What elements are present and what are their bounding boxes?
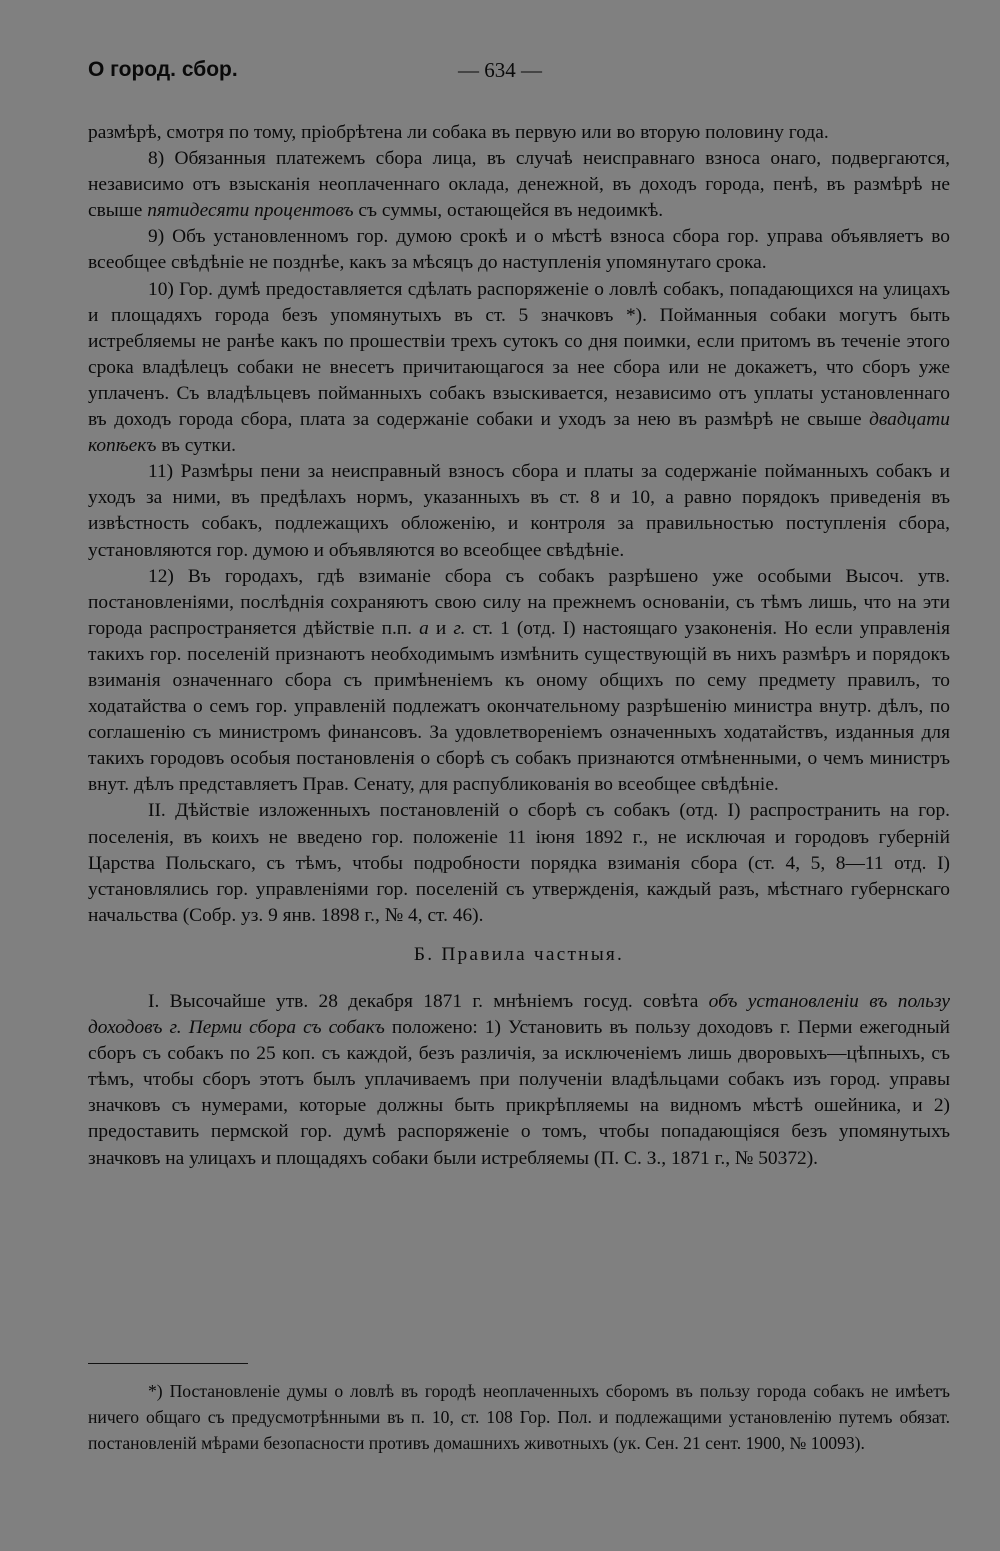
paragraph-I-emphasis: объ установленіи въ пользу доходовъ г. Перми сбора съ собакъ [88, 991, 950, 1039]
body-text [88, 120, 950, 1172]
page-header [88, 58, 950, 92]
paragraph-12-text-c: ст. 1 (отд. I) настоящаго узаконенія. Но если управленія такихъ гор. поселеній признаютъ необходимымъ измѣнить существующій въ нихъ размѣръ и порядокъ взиманія означеннаго сбора съ примѣненіемъ къ оному общихъ по сему предмету правилъ, то ходатайства о семъ гор. управленій подлежатъ окончательному разрѣшенію министра внутр. дѣлъ, по соглашенію съ министромъ финансовъ. За удовлетвореніемъ означенныхъ ходатайствъ, изданныя для такихъ городовъ особыя постановленія о сборѣ съ собакъ признаются отмѣненными, о чемъ министръ внут. дѣлъ представляетъ Прав. Сенату, для распубликованія во всеобщее свѣдѣніе. [88, 617, 951, 796]
paragraph-I-text-b: положено: 1) Установить въ пользу доходовъ г. Перми ежегодный сборъ съ собакъ по 25 коп. съ каждой, безъ различія, за исключеніемъ лишь дворовыхъ—цѣпныхъ, съ тѣмъ, чтобы сборъ этотъ былъ уплачиваемъ при полученіи владѣльцами собакъ изъ город. управы значковъ съ нумерами, которые должны быть прикрѣпляемы на видномъ мѣстѣ ошейника, и 2) предоставить пермской гор. думѣ распоряженіе о томъ, чтобы попадающіяся безъ упомянутыхъ значковъ на улицахъ и площадяхъ собаки были истребляемы (П. С. З., 1871 г., № 50372). [88, 1017, 950, 1169]
paragraph-12-emphasis-a: а [419, 617, 429, 639]
running-head: О город. сбор. [88, 58, 238, 81]
paragraph-10-text-a: 10) Гор. думѣ предоставляется сдѣлать распоряженіе о ловлѣ собакъ, попадающихся на улицахъ и площадяхъ города безъ упомянутыхъ въ ст. 5 значковъ *). Пойманныя собаки могутъ быть истребляемы не ранѣе какъ по прошествіи трехъ сутокъ со дня поимки, если притомъ въ теченіе этого срока владѣлецъ собаки не внесетъ причитающагося за нее сбора или не докажетъ, что сборъ уже уплаченъ. Съ владѣльцевъ пойманныхъ собакъ взыскивается, независимо отъ уплаты установленнаго въ доходъ города сбора, плата за содержаніе собаки и уходъ за нею въ размѣрѣ не свыше [88, 278, 950, 431]
paragraph-I [88, 989, 950, 1172]
footnote-text: *) Постановленіе думы о ловлѣ въ городѣ неоплаченныхъ сборомъ въ пользу города собакъ не имѣетъ ничего общаго съ предусмотрѣнными въ п. 10, ст. 108 Гор. Пол. и подлежащими установленію путемъ обязат. постановленій мѣрами безопасности противъ домашнихъ животныхъ (ук. Сен. 21 сент. 1900, № 10093). [88, 1381, 950, 1453]
paragraph-12-text-b: и [428, 617, 454, 639]
paragraph-II: II. Дѣйствіе изложенныхъ постановленій о сборѣ съ собакъ (отд. I) распространить на гор. поселенія, въ коихъ не введено гор. положеніе 11 іюня 1892 г., не исключая и городовъ губерній Царства Польскаго, съ тѣмъ, чтобы подробности порядка взиманія сбора (ст. 4, 5, 8—11 отд. I) установлялись гор. управленіями гор. поселеній съ утвержденія, каждый разъ, мѣстнаго губернскаго начальства (Собр. уз. 9 янв. 1898 г., № 4, ст. 46). [88, 800, 950, 926]
paragraph-12 [88, 564, 950, 799]
paragraph-8-emphasis: пятидесяти процентовъ [147, 200, 354, 222]
section-title: Б. Правила частныя. [413, 943, 625, 965]
paragraph-10-emphasis: двадцати копѣекъ [88, 409, 950, 457]
paragraph-8-text-b: съ суммы, остающейся въ недоимкѣ. [353, 200, 664, 222]
paragraph-12-emphasis-g: г. [453, 617, 466, 639]
paragraph-12-text-a: 12) Въ городахъ, гдѣ взиманіе сбора съ собакъ разрѣшено уже особыми Высоч. утв. постановленіями, послѣднія сохраняютъ свою силу на прежнемъ основаніи, съ тѣмъ лишь, что на эти города распространяется дѣйствіе п.п. [88, 565, 950, 639]
paragraph-continuation: размѣрѣ, смотря по тому, пріобрѣтена ли собака въ первую или во вторую половину года. [88, 122, 829, 143]
paragraph-9: 9) Объ установленномъ гор. думою срокѣ и о мѣстѣ взноса сбора гор. управа объявляетъ во всеобщее свѣдѣніе не позднѣе, какъ за мѣсяцъ до наступленія упомянутаго срока. [88, 226, 950, 274]
page-number: — 634 — [458, 58, 542, 82]
footnote-divider [88, 1363, 248, 1364]
paragraph-8-text-a: 8) Обязанныя платежемъ сбора лица, въ случаѣ неисправнаго взноса онаго, подвергаются, независимо отъ взысканія неоплаченнаго оклада, денежной, въ доходъ города, пенѣ, въ размѣрѣ не свыше [88, 148, 950, 222]
footnote [88, 1378, 950, 1456]
paragraph-I-text-a: I. Высочайше утв. 28 декабря 1871 г. мнѣніемъ госуд. совѣта [148, 991, 709, 1012]
paragraph-10 [88, 277, 950, 460]
paragraph-11: 11) Размѣры пени за неисправный взносъ сбора и платы за содержаніе пойманныхъ собакъ и уходъ за ними, въ предѣлахъ нормъ, указанныхъ въ ст. 8 и 10, а равно порядокъ приведенія въ извѣстность собакъ, подлежащихъ обложенію, и контроля за правильностью поступленія сбора, установляются гор. думою и объявляются во всеобщее свѣдѣніе. [88, 461, 950, 561]
paragraph-10-text-b: въ сутки. [156, 435, 236, 457]
paragraph-8 [88, 146, 950, 224]
